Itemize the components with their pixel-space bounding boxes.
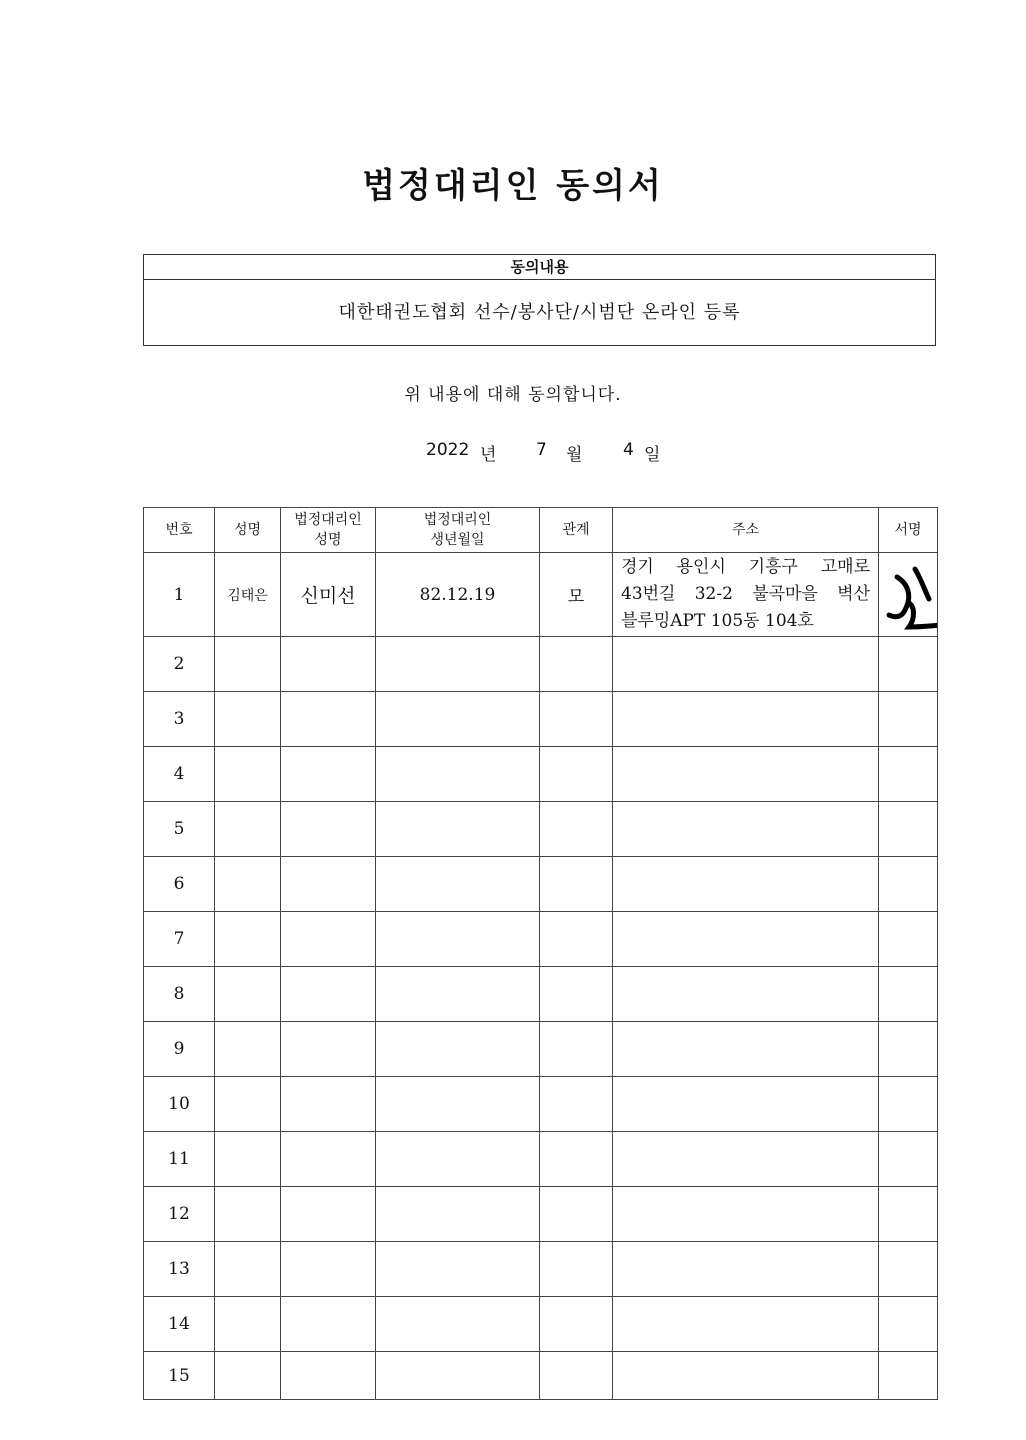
empty-cell (215, 967, 281, 1022)
table-row (144, 802, 938, 857)
empty-cell (613, 1022, 879, 1077)
cell-number: 5 (144, 802, 215, 857)
empty-cell (879, 1077, 938, 1132)
empty-cell (215, 912, 281, 967)
empty-cell (376, 1077, 540, 1132)
cell-signature (879, 553, 938, 637)
empty-cell (613, 1077, 879, 1132)
cell-number: 8 (144, 967, 215, 1022)
table-row (144, 637, 938, 692)
empty-cell (879, 802, 938, 857)
empty-cell (879, 747, 938, 802)
consent-box (143, 254, 936, 346)
cell-number: 13 (144, 1242, 215, 1297)
table-row (144, 857, 938, 912)
cell-address (613, 553, 879, 637)
cell-number: 12 (144, 1187, 215, 1242)
empty-cell (613, 802, 879, 857)
empty-cell (540, 692, 613, 747)
empty-cell (215, 1352, 281, 1400)
agreement-text: 위 내용에 대해 동의합니다. (404, 385, 622, 405)
empty-cell (613, 967, 879, 1022)
empty-cell (281, 1132, 376, 1187)
empty-cell (376, 692, 540, 747)
empty-cell (281, 747, 376, 802)
empty-cell (613, 1132, 879, 1187)
empty-cell (281, 802, 376, 857)
empty-cell (540, 1077, 613, 1132)
empty-cell (879, 637, 938, 692)
consent-header: 동의내용 (144, 255, 935, 280)
empty-cell (281, 692, 376, 747)
table-row (144, 967, 938, 1022)
empty-cell (281, 1022, 376, 1077)
table-row (144, 1297, 938, 1352)
header-guardian-birth (376, 508, 540, 553)
empty-cell (879, 967, 938, 1022)
empty-cell (613, 1242, 879, 1297)
empty-cell (613, 912, 879, 967)
empty-cell (376, 1352, 540, 1400)
cell-number: 4 (144, 747, 215, 802)
cell-number: 15 (144, 1352, 215, 1400)
empty-cell (540, 1187, 613, 1242)
empty-cell (540, 1297, 613, 1352)
empty-cell (879, 692, 938, 747)
header-signature: 서명 (879, 508, 938, 553)
empty-cell (376, 857, 540, 912)
date-day-unit: 일 (644, 445, 661, 465)
empty-cell (376, 1132, 540, 1187)
cell-relation: 모 (540, 553, 613, 637)
address-line-2: 43번길 32-2 불곡마을 벽산 (621, 584, 870, 604)
header-address: 주소 (613, 508, 879, 553)
header-number: 번호 (144, 508, 215, 553)
empty-cell (540, 802, 613, 857)
empty-cell (540, 857, 613, 912)
empty-cell (281, 967, 376, 1022)
empty-cell (879, 857, 938, 912)
cell-number: 3 (144, 692, 215, 747)
header-guardian-name-line1: 법정대리인 (294, 512, 362, 528)
empty-cell (215, 1022, 281, 1077)
empty-cell (281, 1297, 376, 1352)
empty-cell (376, 1297, 540, 1352)
address-line-3: 블루밍APT 105동 104호 (621, 611, 814, 631)
empty-cell (879, 1132, 938, 1187)
date-month: 7 (536, 440, 547, 460)
empty-cell (215, 747, 281, 802)
header-guardian-birth-line1: 법정대리인 (423, 512, 492, 528)
empty-cell (540, 967, 613, 1022)
document-title: 법정대리인 동의서 (362, 166, 664, 206)
table-row (144, 1242, 938, 1297)
empty-cell (376, 912, 540, 967)
empty-cell (613, 1352, 879, 1400)
empty-cell (215, 1077, 281, 1132)
empty-rows (144, 637, 938, 1400)
cell-number: 14 (144, 1297, 215, 1352)
empty-cell (215, 637, 281, 692)
header-guardian-name-line2: 성명 (314, 532, 342, 548)
empty-cell (376, 637, 540, 692)
empty-cell (376, 802, 540, 857)
empty-cell (215, 692, 281, 747)
address-line-1: 경기 용인시 기흥구 고매로 (621, 557, 870, 577)
table-row (144, 1022, 938, 1077)
empty-cell (376, 1242, 540, 1297)
empty-cell (879, 912, 938, 967)
cell-number: 11 (144, 1132, 215, 1187)
empty-cell (376, 1187, 540, 1242)
empty-cell (879, 1297, 938, 1352)
empty-cell (613, 1187, 879, 1242)
cell-name: 김태은 (215, 553, 281, 637)
date-day: 4 (623, 440, 634, 460)
cell-number: 9 (144, 1022, 215, 1077)
header-relation: 관계 (540, 508, 613, 553)
empty-cell (540, 637, 613, 692)
date-year: 2022 (426, 440, 470, 460)
empty-cell (281, 1352, 376, 1400)
empty-cell (215, 857, 281, 912)
table-row (144, 912, 938, 967)
empty-cell (540, 1352, 613, 1400)
empty-cell (215, 1132, 281, 1187)
empty-cell (879, 1352, 938, 1400)
guardian-table (143, 507, 938, 1400)
consent-content: 대한태권도협회 선수/봉사단/시범단 온라인 등록 (338, 302, 741, 323)
empty-cell (281, 1077, 376, 1132)
empty-cell (281, 637, 376, 692)
empty-cell (376, 967, 540, 1022)
empty-cell (879, 1187, 938, 1242)
table-row (144, 747, 938, 802)
table-header-row (144, 508, 938, 553)
header-guardian-birth-line2: 생년월일 (430, 532, 485, 548)
empty-cell (215, 1242, 281, 1297)
date-year-unit: 년 (480, 445, 497, 465)
empty-cell (613, 747, 879, 802)
empty-cell (376, 1022, 540, 1077)
table-row (144, 1187, 938, 1242)
date-month-unit: 월 (566, 445, 583, 465)
empty-cell (540, 912, 613, 967)
empty-cell (540, 747, 613, 802)
empty-cell (281, 1242, 376, 1297)
empty-cell (613, 857, 879, 912)
table-row (144, 553, 938, 637)
empty-cell (613, 1297, 879, 1352)
empty-cell (215, 802, 281, 857)
empty-cell (215, 1297, 281, 1352)
empty-cell (613, 637, 879, 692)
cell-number: 1 (144, 553, 215, 637)
table-row (144, 1132, 938, 1187)
cell-number: 2 (144, 637, 215, 692)
header-name: 성명 (215, 508, 281, 553)
empty-cell (281, 857, 376, 912)
empty-cell (215, 1187, 281, 1242)
empty-cell (376, 747, 540, 802)
empty-cell (613, 692, 879, 747)
empty-cell (281, 1187, 376, 1242)
empty-cell (281, 912, 376, 967)
empty-cell (879, 1242, 938, 1297)
empty-cell (540, 1242, 613, 1297)
cell-number: 7 (144, 912, 215, 967)
cell-guardian-name: 신미선 (281, 553, 376, 637)
header-guardian-name (281, 508, 376, 553)
handwritten-signature-icon (885, 555, 938, 633)
empty-cell (540, 1132, 613, 1187)
cell-number: 10 (144, 1077, 215, 1132)
empty-cell (879, 1022, 938, 1077)
cell-guardian-birth: 82.12.19 (376, 553, 540, 637)
empty-cell (540, 1022, 613, 1077)
table-row (144, 1077, 938, 1132)
table-row (144, 692, 938, 747)
cell-number: 6 (144, 857, 215, 912)
table-row (144, 1352, 938, 1400)
